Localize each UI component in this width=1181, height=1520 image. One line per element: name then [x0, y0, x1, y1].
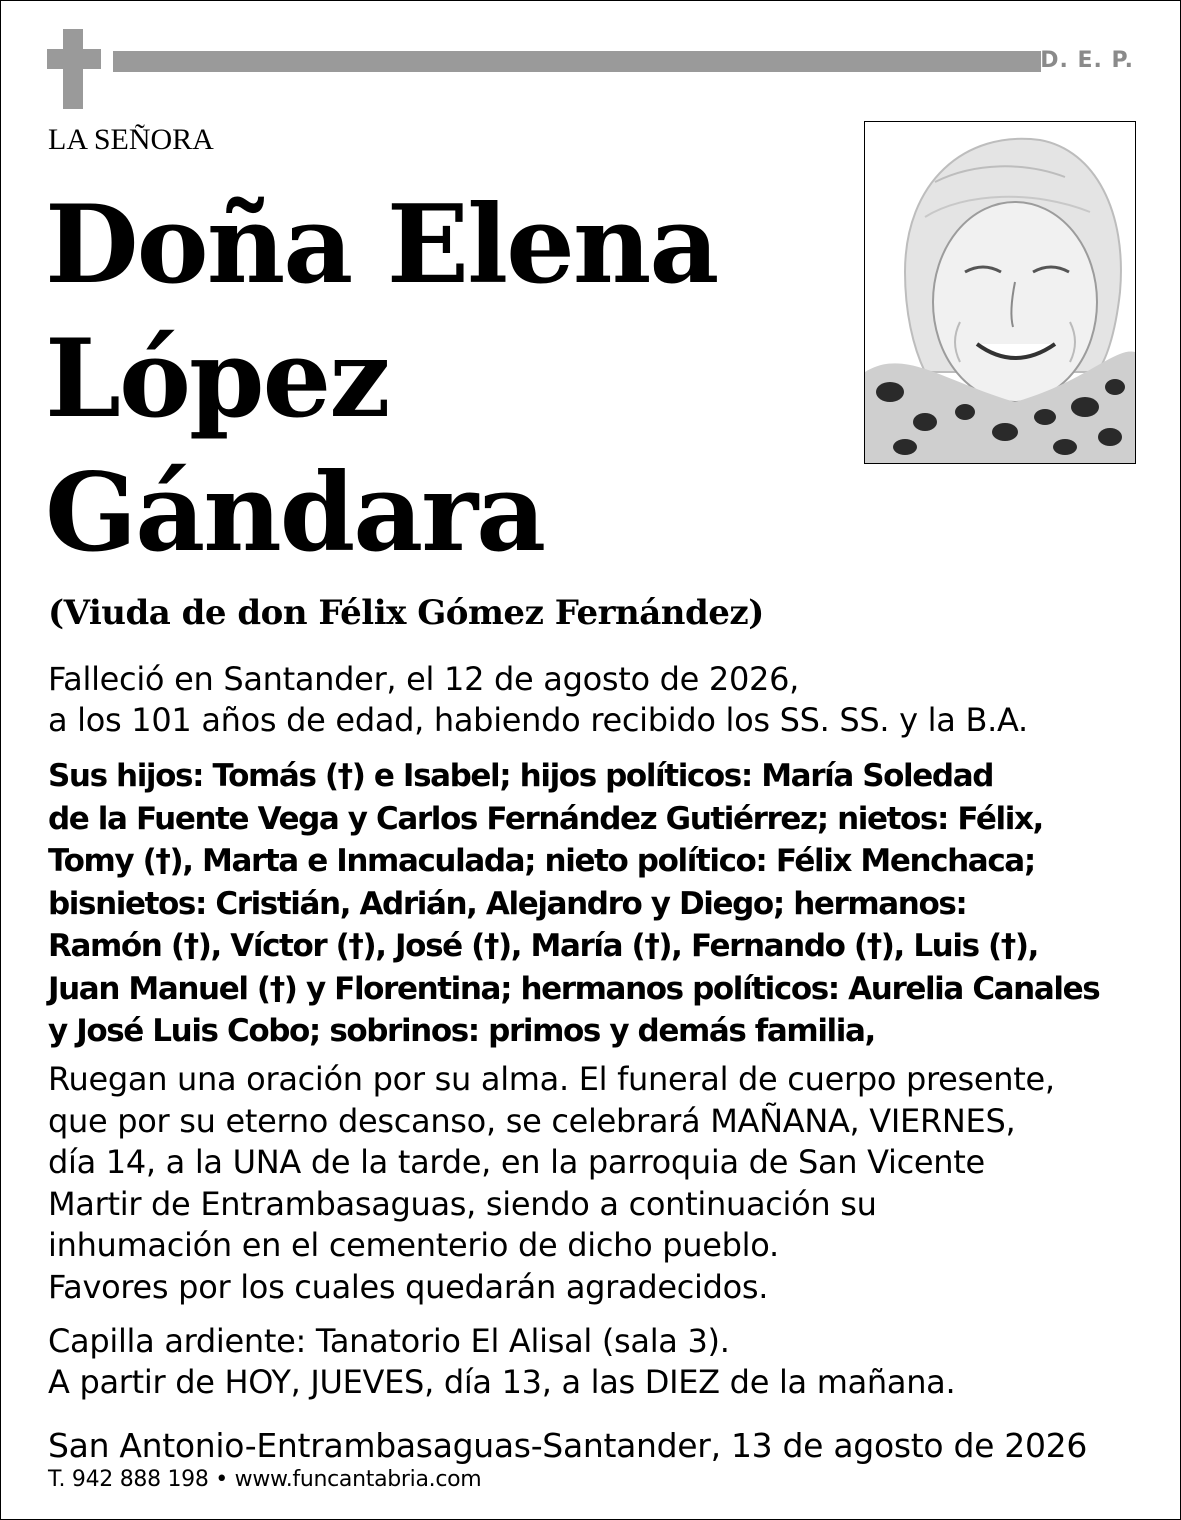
- paragraph-line: Juan Manuel (†) y Florentina; hermanos políticos: Aurelia Canales: [48, 970, 1100, 1007]
- paragraph-line: Martir de Entrambasaguas, siendo a continuación su: [48, 1184, 877, 1223]
- paragraph-line: Ramón (†), Víctor (†), José (†), María (†), Fernando (†), Luis (†),: [48, 928, 1039, 964]
- deceased-name: [45, 178, 825, 580]
- paragraph-line: Sus hijos: Tomás (†) e Isabel; hijos políticos: María Soledad: [48, 758, 994, 794]
- paragraph-line: de la Fuente Vega y Carlos Fernández Gutiérrez; nietos: Félix,: [48, 800, 1043, 837]
- cross-icon: [47, 29, 101, 109]
- name-line: López: [45, 316, 389, 442]
- header-bar: [113, 51, 1041, 72]
- dep-label: D. E. P.: [1040, 48, 1134, 73]
- portrait-photo: [864, 121, 1136, 464]
- paragraph-line: Favores por los cuales quedarán agradecidos.: [48, 1267, 769, 1306]
- wake-paragraph: [48, 1321, 955, 1403]
- name-line: Doña Elena: [45, 182, 718, 308]
- death-paragraph: [48, 659, 1028, 741]
- paragraph-line: a los 101 años de edad, habiendo recibido los SS. SS. y la B.A.: [48, 701, 1028, 739]
- paragraph-line: bisnietos: Cristián, Adrián, Alejandro y Diego; hermanos:: [48, 885, 967, 922]
- paragraph-line: Falleció en Santander, el 12 de agosto de 2026,: [48, 660, 800, 698]
- family-paragraph: [48, 755, 1099, 1053]
- name-line: Gándara: [45, 450, 545, 576]
- paragraph-line: y José Luis Cobo; sobrinos: primos y demás familia,: [48, 1013, 875, 1049]
- paragraph-line: Ruegan una oración por su alma. El funeral de cuerpo presente,: [48, 1060, 1055, 1098]
- intro-label: LA SEÑORA: [48, 123, 214, 156]
- contact-line: T. 942 888 198 • www.funcantabria.com: [48, 1467, 482, 1492]
- paragraph-line: Tomy (†), Marta e Inmaculada; nieto político: Félix Menchaca;: [48, 843, 1035, 879]
- funeral-paragraph: [48, 1059, 1055, 1308]
- place-date-line: San Antonio-Entrambasaguas-Santander, 13 de agosto de 2026: [48, 1426, 1088, 1465]
- paragraph-line: Capilla ardiente: Tanatorio El Alisal (sala 3).: [48, 1322, 730, 1360]
- paragraph-line: inhumación en el cementerio de dicho pueblo.: [48, 1226, 779, 1264]
- paragraph-line: día 14, a la UNA de la tarde, en la parroquia de San Vicente: [48, 1143, 985, 1181]
- widow-of-line: (Viuda de don Félix Gómez Fernández): [48, 593, 764, 633]
- portrait-image: [865, 122, 1135, 463]
- paragraph-line: que por su eterno descanso, se celebrará MAÑANA, VIERNES,: [48, 1101, 1016, 1140]
- paragraph-line: A partir de HOY, JUEVES, día 13, a las DIEZ de la mañana.: [48, 1363, 956, 1401]
